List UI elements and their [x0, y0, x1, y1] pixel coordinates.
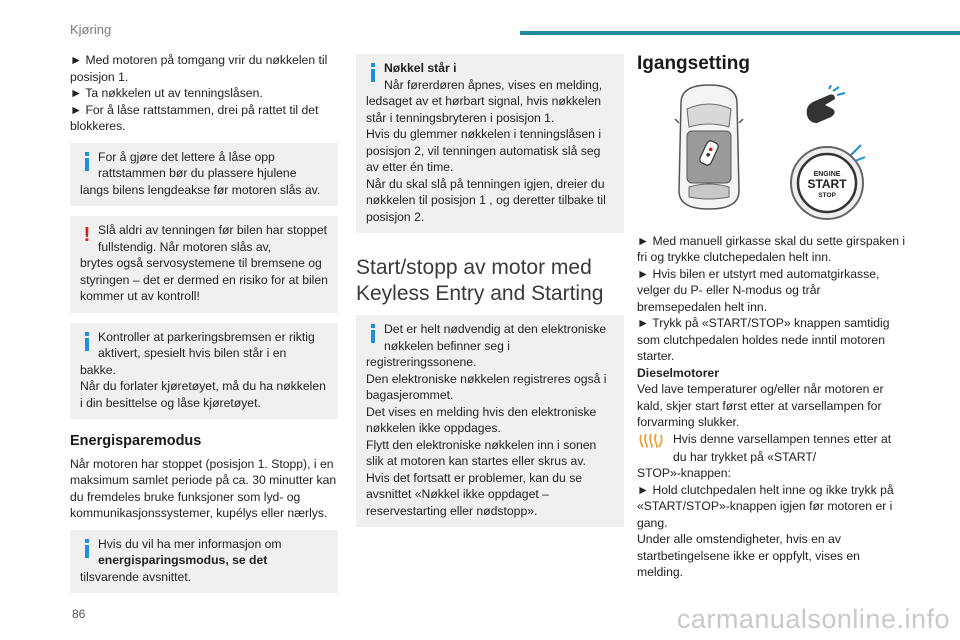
keyless-start-illustration	[637, 83, 907, 223]
hand-press-icon	[799, 85, 849, 129]
page-number: 86	[72, 607, 86, 621]
warning-text-indent: Slå aldri av tenningen før bilen har stoppet fullstendig. Når motoren slås av,	[98, 223, 327, 254]
warning-box-ignition	[70, 216, 338, 313]
button-label-stop: STOP	[818, 191, 836, 199]
info-text: ledsaget av et hørbart signal, hvis nøkkelen står i tenningsbryteren i posisjon 1. Hvis du glemmer nøkkelen i tenningslåsen i posisjon 2, vil tenningen automatisk slå seg av etter én time. Når du skal slå på tenningen igjen, dreier du nøkkelen til posisjon 1 , og deretter tilbake til posisjon 2.	[366, 94, 606, 224]
info-text: registreringssonene. Den elektroniske nøkkelen registreres også i bagasjerommet. Det vises en melding hvis den elektroniske nøkkelen ikke oppdages. Flytt den elektroniske nøkkelen inn i sonen slik at motoren kan startes eller skrus av. Hvis det fortsatt er problemer, kan du se avsnittet «Nøkkel ikke oppdaget – reservestarting eller nødstopp».	[366, 355, 607, 518]
info-text-indent: Kontroller at parkeringsbremsen er riktig aktivert, spesielt hvis bilen står i en	[98, 329, 315, 360]
column-1	[70, 52, 338, 603]
section-heading-keyless: Start/stopp av motor med Keyless Entry and Starting	[356, 256, 604, 305]
info-box-electronic-key	[356, 315, 624, 527]
section-heading-starting: Igangsetting	[637, 53, 750, 74]
section-heading-energy-saving: Energisparemodus	[70, 433, 202, 449]
info-icon	[366, 324, 380, 344]
info-text: langs bilens lengdeakse før motoren slås av.	[80, 182, 321, 197]
info-icon	[366, 63, 380, 83]
info-box-parking-brake	[70, 323, 338, 420]
info-text-indent: Hvis du vil ha mer informasjon om	[98, 536, 282, 551]
start-stop-button-icon	[787, 143, 867, 223]
column-2	[356, 52, 624, 537]
key-removal-steps: ► Med motoren på tomgang vrir du nøkkelen til posisjon 1. ► Ta nøkkelen ut av tenningslåsen. ► For å låse rattstammen, drei på rattet til det blokkeres.	[70, 53, 328, 133]
warning-text: brytes også servosystemene til bremsene og styringen – det er dermed en risiko for at bilen kommer ut av kontroll!	[80, 256, 328, 303]
info-text-indent-bold: energisparingsmodus, se det	[98, 553, 268, 567]
button-label-start: START	[807, 176, 847, 191]
diesel-text: Ved lave temperaturer og/eller når motoren er kald, skjer start først etter at varsellampen for forvarming slukker.	[637, 382, 884, 429]
glow-plug-steps: STOP»-knappen: ► Hold clutchpedalen helt inne og ikke trykk på «START/STOP»-knappen igjen før motoren er i gang. Under alle omstendigheter, hvis en av startbetingelsene ikke er oppfylt, vises en melding.	[637, 466, 894, 579]
info-text-indent: Når førerdøren åpnes, vises en melding,	[384, 77, 603, 92]
info-box-key-in-ignition	[356, 54, 624, 233]
button-label-engine: ENGINE	[813, 170, 841, 178]
starting-steps: ► Med manuell girkasse skal du sette girspaken i fri og trykke clutchepedalen helt inn. ► Hvis bilen er utstyrt med automatgirkasse, velger du P- eller N-modus og trår bremsepedalen helt inn. ► Trykk på «START/STOP» knappen samtidig som clutchpedalen holdes nede inntil motoren starter.	[637, 233, 906, 363]
info-icon	[80, 332, 94, 352]
diesel-heading: Dieselmotorer	[637, 365, 719, 380]
warning-icon: !	[83, 224, 91, 246]
info-box-steering-lock	[70, 143, 338, 207]
info-icon	[80, 152, 94, 172]
info-text-indent: Det er helt nødvendig at den elektroniske nøkkelen befinner seg i	[384, 322, 607, 353]
header-accent-bar	[520, 31, 960, 35]
header-title: Kjøring	[70, 22, 112, 37]
column-3	[637, 52, 907, 581]
energy-saving-text: Når motoren har stoppet (posisjon 1. Stopp), i en maksimum samlet periode på ca. 30 minutter kan du fremdeles bruke funksjoner som lyd- og kommunikasjonssystemer, kupélys eller nærlys.	[70, 456, 337, 520]
car-key-icon	[671, 83, 747, 211]
info-text: tilsvarende avsnittet.	[80, 569, 192, 584]
info-text-indent: For å gjøre det lettere å låse opp rattstammen bør du plassere hjulene	[98, 149, 297, 180]
glow-plug-text-1: Hvis denne varsellampen tennes etter at	[673, 431, 892, 446]
info-box-title: Nøkkel står i	[384, 61, 457, 75]
info-icon	[80, 539, 94, 559]
glow-plug-text-2: du har trykket på «START/	[673, 449, 817, 464]
watermark: carmanualsonline.info	[676, 604, 950, 634]
glow-plug-line	[637, 431, 907, 449]
glow-plug-icon	[637, 431, 665, 449]
info-text: bakke. Når du forlater kjøretøyet, må du ha nøkkelen i din besittelse og låse kjøretøyet.	[80, 362, 326, 410]
info-box-energy-mode	[70, 530, 338, 594]
